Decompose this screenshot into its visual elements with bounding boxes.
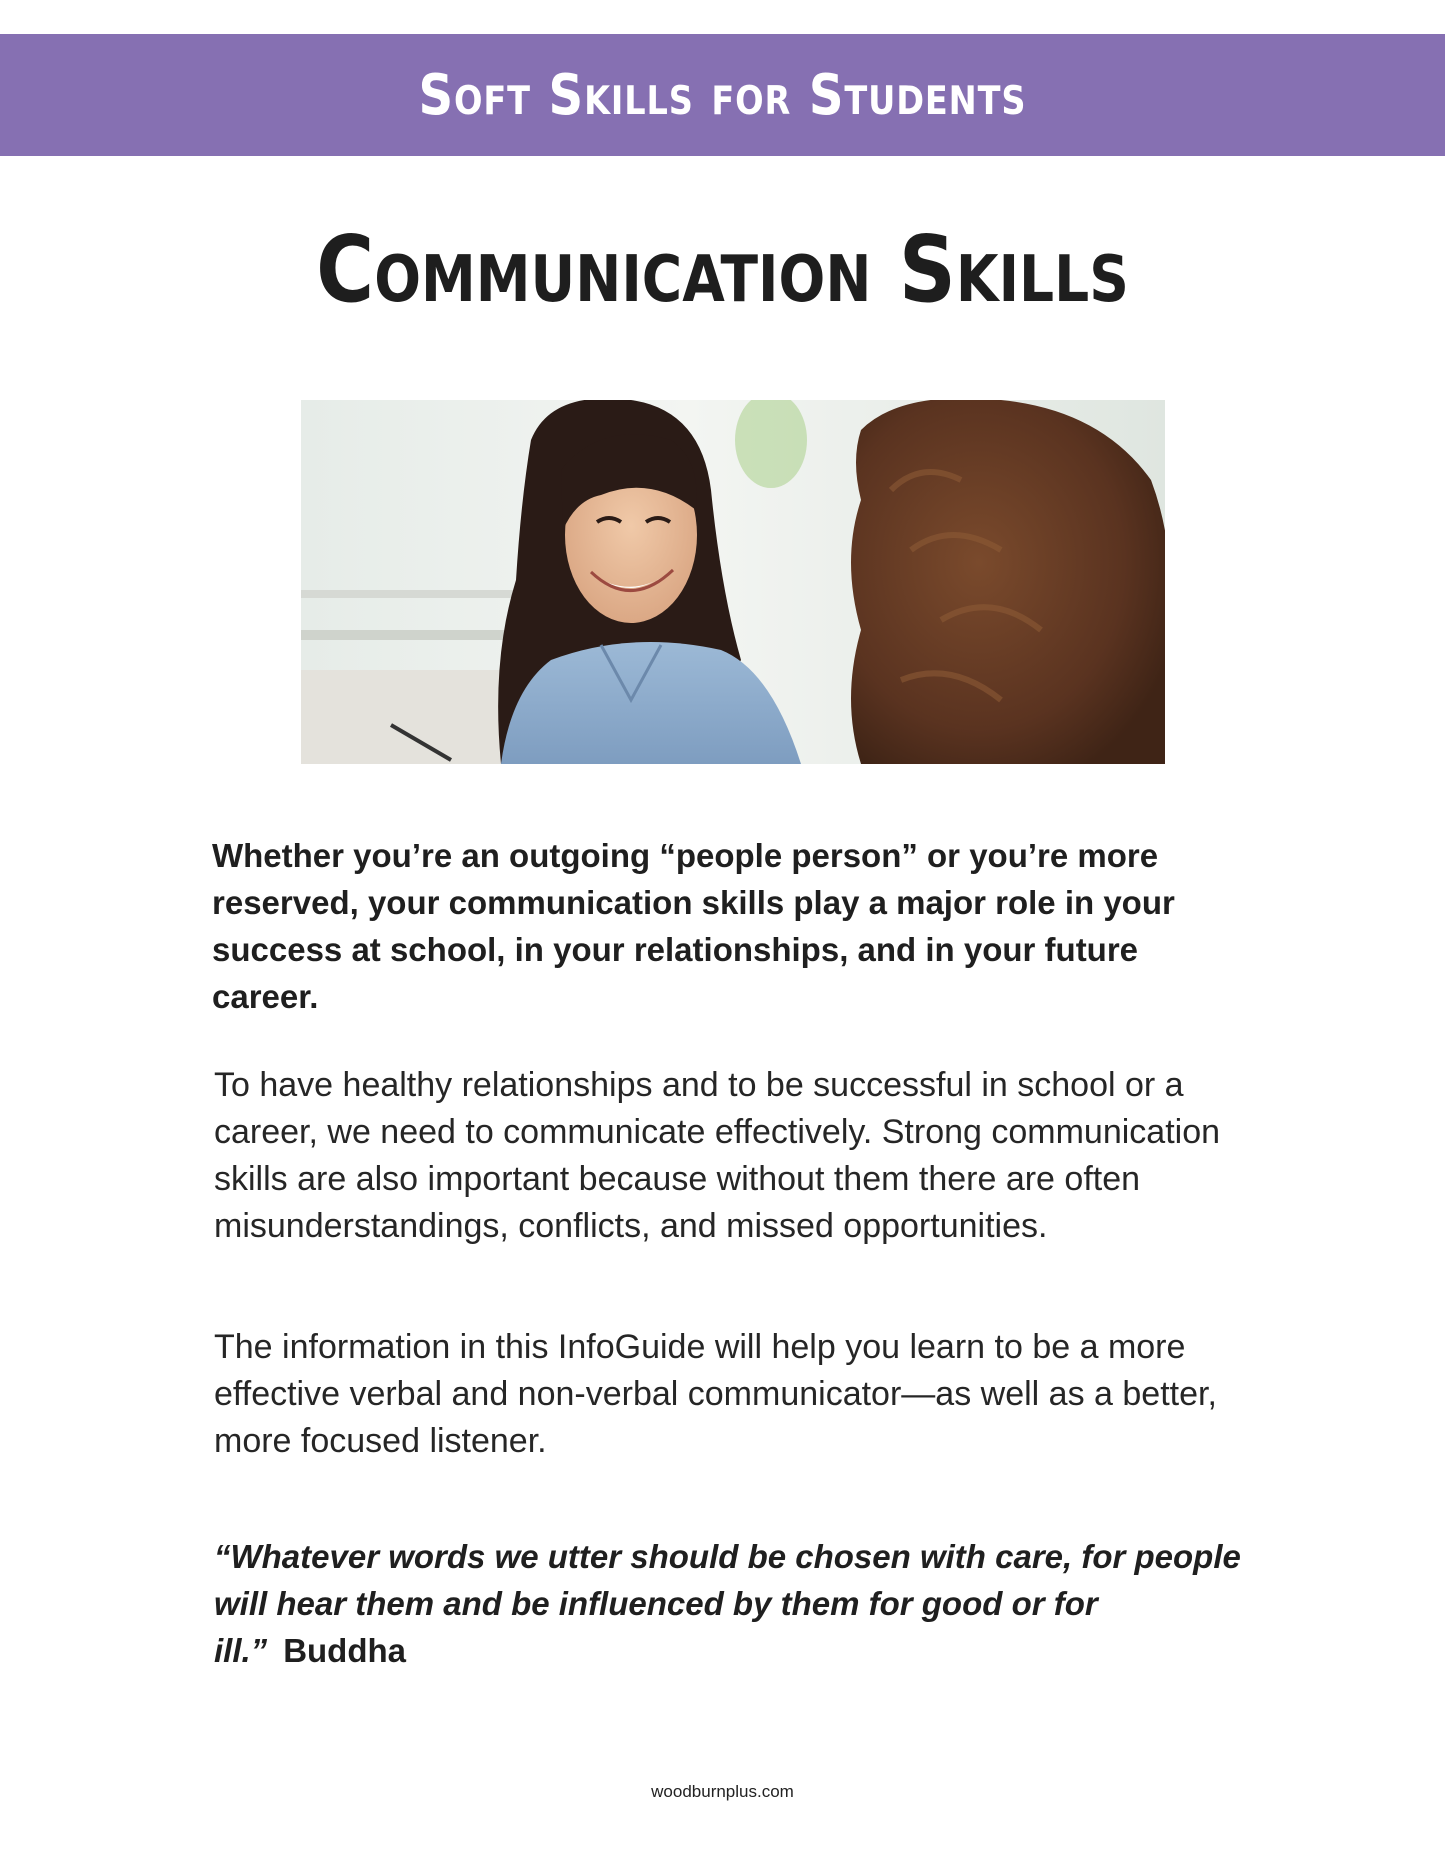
page-title: Communication Skills (316, 216, 1129, 323)
intro-paragraph: Whether you’re an outgoing “people person” or you’re more reserved, your communication skills play a major role in your success at school, in your relationships, and in your future career. (212, 837, 1175, 1015)
header-banner (0, 34, 1445, 156)
students-talking-photo (301, 400, 1165, 764)
footer-site: woodburnplus.com (651, 1782, 794, 1801)
quote-text: “Whatever words we utter should be chosen with care, for people will hear them and be influenced by them for good or for ill.” (214, 1538, 1241, 1669)
quote-block (214, 1533, 1254, 1674)
quote-author: Buddha (283, 1632, 407, 1669)
body-paragraph-1: To have healthy relationships and to be successful in school or a career, we need to communicate effectively. Strong communication skills are also important because without them there are often misunderstandings, conflicts, and missed opportunities. (214, 1066, 1221, 1245)
body-paragraph-2: The information in this InfoGuide will help you learn to be a more effective verbal and non-verbal communicator—as well as a better, more focused listener. (214, 1328, 1217, 1460)
banner-title: Soft Skills for Students (418, 62, 1027, 128)
